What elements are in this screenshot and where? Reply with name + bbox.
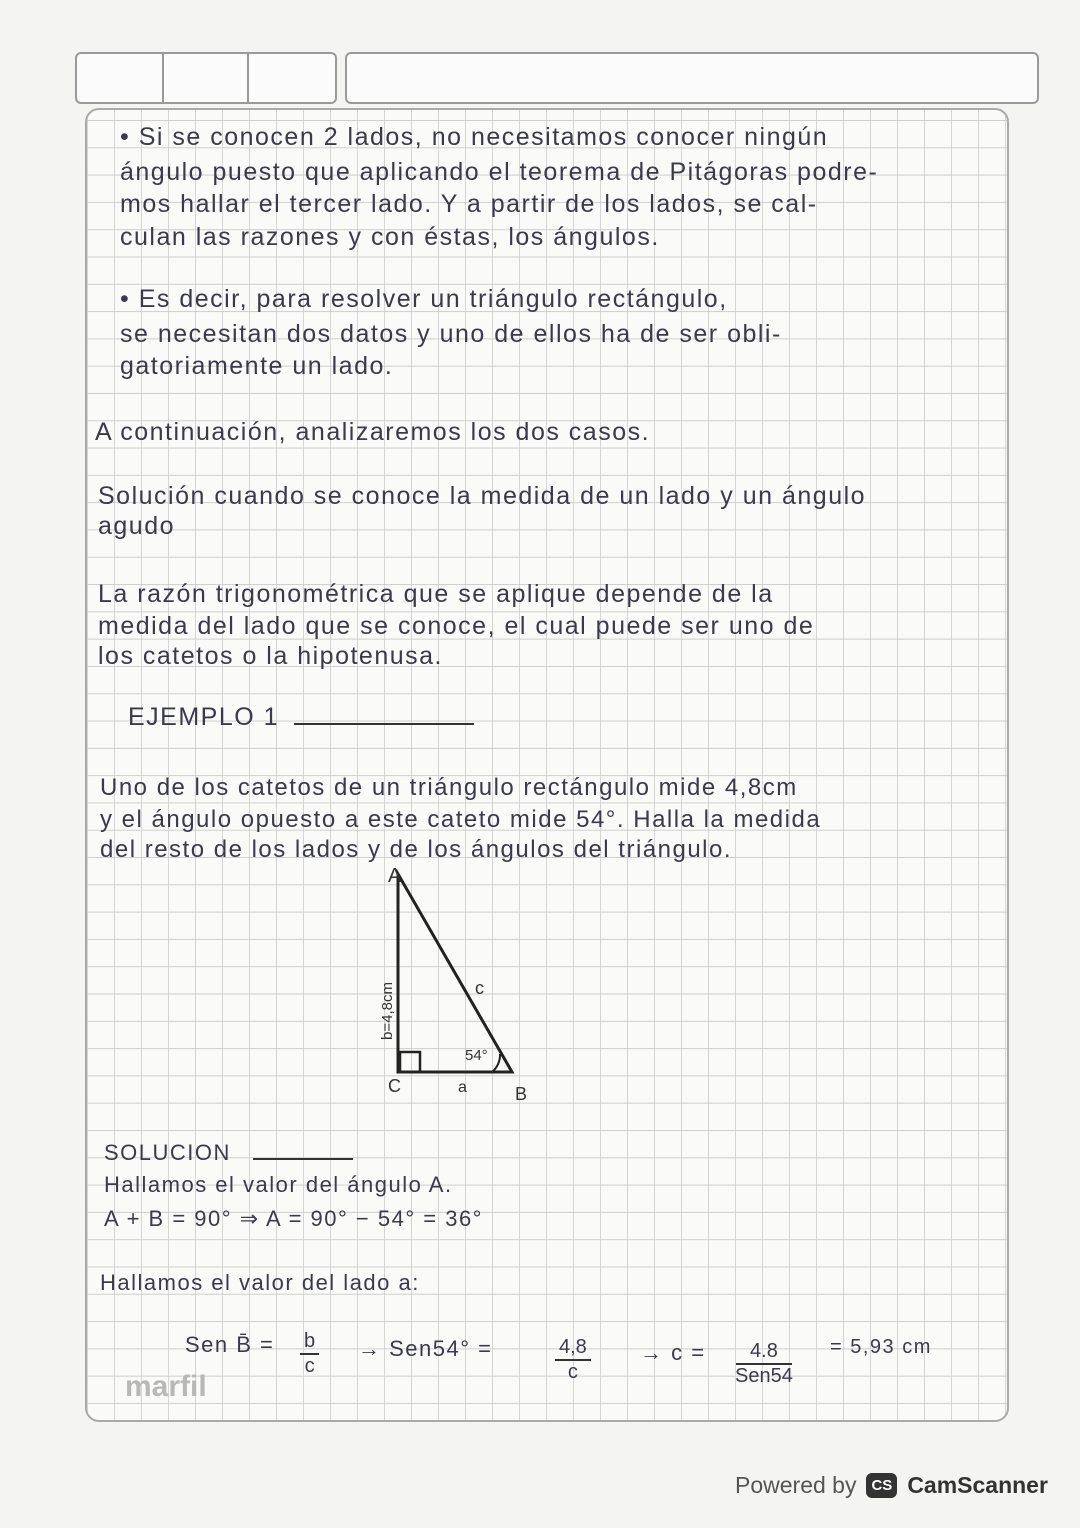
example-line1: Uno de los catetos de un triángulo rectángulo mide 4,8cm	[100, 774, 798, 801]
vertex-c: C	[388, 1076, 401, 1096]
p5-line1: La razón trigonométrica que se aplique depende de la	[98, 580, 774, 608]
p2-line3: gatoriamente un lado.	[120, 352, 394, 380]
p1-line2: ángulo puesto que aplicando el teorema de Pitágoras podre-	[120, 158, 879, 186]
solution-line1: Hallamos el valor del ángulo A.	[104, 1172, 453, 1197]
example-title	[128, 703, 474, 732]
example-line2: y el ángulo opuesto a este cateto mide 54°. Halla la medida	[100, 806, 822, 833]
right-angle-mark	[400, 1052, 420, 1072]
p4-line2: agudo	[98, 512, 176, 540]
fraction-48-over-sen54: 4.8 Sen54	[735, 1340, 793, 1387]
equation-step2: → c =	[640, 1340, 706, 1365]
p1-line3: mos hallar el tercer lado. Y a partir de los lados, se cal-	[120, 190, 818, 218]
solution-line3: Hallamos el valor del lado a:	[100, 1270, 420, 1295]
side-c-label: c	[475, 978, 484, 998]
angle-b-label: 54°	[465, 1047, 488, 1064]
triangle-shape	[398, 874, 512, 1072]
p2-line2: se necesitan dos datos y uno de ellos ha de ser obli-	[120, 320, 782, 348]
p1-line4: culan las razones y con éstas, los ángulos.	[120, 223, 660, 251]
camscanner-logo-icon: CS	[866, 1473, 897, 1498]
p2-line1: • Es decir, para resolver un triángulo rectángulo,	[120, 285, 728, 313]
camscanner-footer	[735, 1472, 1048, 1499]
example-line3: del resto de los lados y de los ángulos del triángulo.	[100, 836, 733, 863]
p5-line2: medida del lado que se conoce, el cual puede ser uno de	[98, 612, 815, 640]
powered-by-text: Powered by	[735, 1472, 857, 1498]
solution-title	[104, 1140, 353, 1166]
vertex-a: A	[388, 865, 402, 887]
solution-title-text: SOLUCION	[104, 1140, 231, 1165]
right-triangle-diagram	[360, 860, 560, 1110]
equation-step1: → Sen54° =	[358, 1336, 493, 1361]
vertex-b: B	[515, 1084, 528, 1104]
side-b-label: b=4,8cm	[379, 982, 396, 1040]
equation-result: = 5,93 cm	[830, 1336, 932, 1358]
header-box-left	[75, 52, 337, 104]
solution-line2: A + B = 90° ⇒ A = 90° − 54° = 36°	[104, 1206, 483, 1231]
example-title-text: EJEMPLO 1	[128, 703, 280, 731]
p5-line3: los catetos o la hipotenusa.	[98, 642, 443, 670]
marfil-brand-logo: marfil	[125, 1370, 207, 1403]
fraction-b-over-c: $\frac{b}{c}$	[300, 1330, 319, 1378]
side-a-label: a	[458, 1079, 467, 1096]
p1-line1: • Si se conocen 2 lados, no necesitamos conocer ningún	[120, 123, 829, 151]
p4-line1: Solución cuando se conoce la medida de un lado y un ángulo	[98, 482, 867, 510]
camscanner-name: CamScanner	[907, 1472, 1048, 1498]
header-box-right	[345, 52, 1039, 104]
p3: A continuación, analizaremos los dos casos.	[95, 418, 651, 446]
fraction-48-over-c: $\frac{4,8}{c}$	[555, 1336, 591, 1384]
angle-arc	[492, 1054, 500, 1072]
equation-lhs: Sen B̄ =	[185, 1332, 275, 1357]
